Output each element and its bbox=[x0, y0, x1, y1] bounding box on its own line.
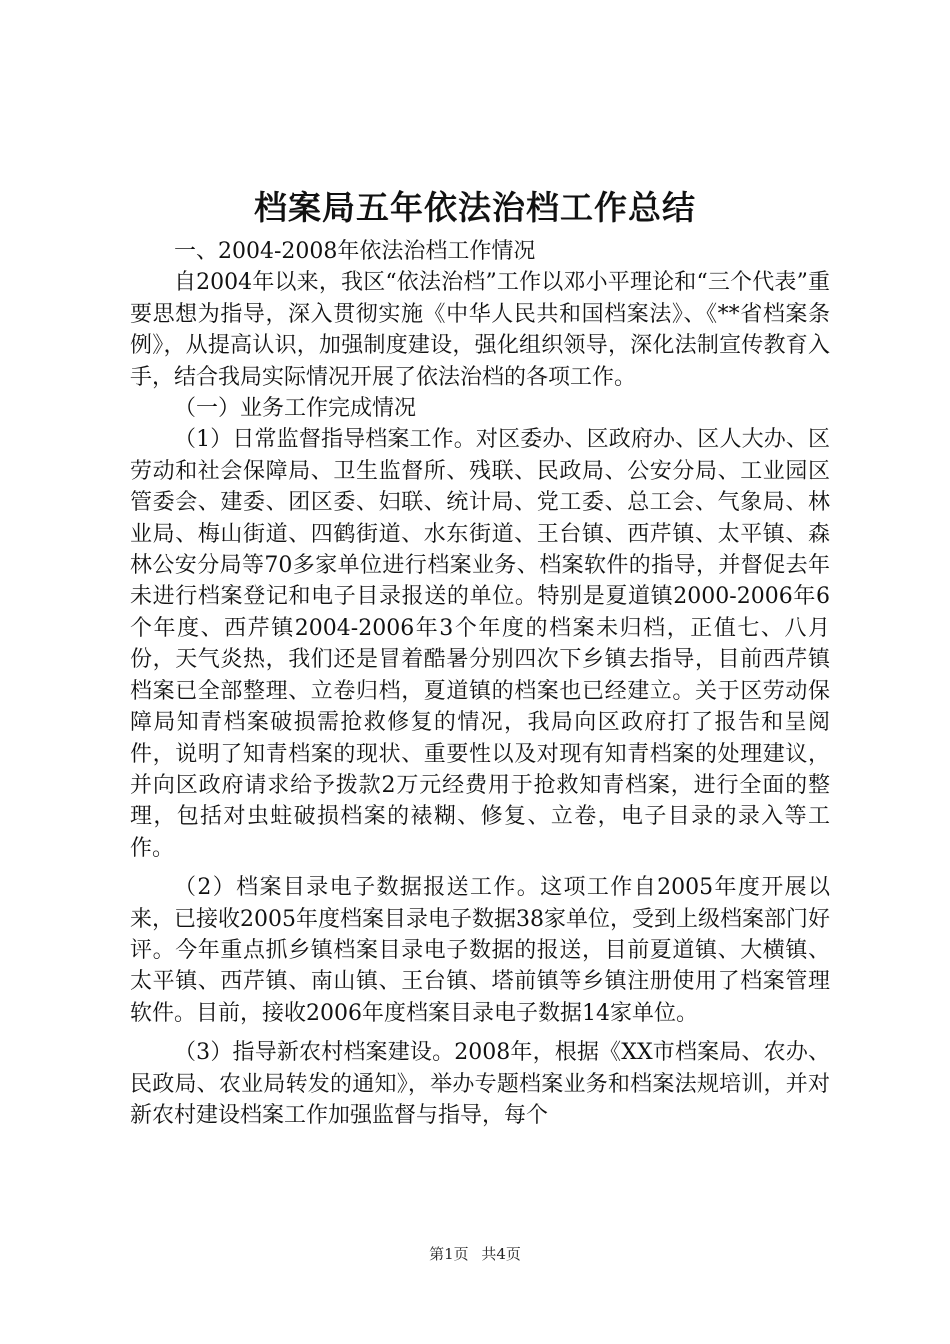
paragraph-item-3: （3）指导新农村档案建设。2008年，根据《XX市档案局、农办、民政局、农业局转发的通知》，举办专题档案业务和档案法规培训，并对新农村建设档案工作加强监督与指导，每个 bbox=[130, 1040, 830, 1128]
page-footer bbox=[0, 1244, 950, 1264]
section-heading: 一、2004-2008年依法治档工作情况 bbox=[174, 239, 536, 264]
document-title: 档案局五年依法治档工作总结 bbox=[254, 188, 696, 227]
page-total: 共4页 bbox=[481, 1245, 521, 1263]
paragraph-item-2: （2）档案目录电子数据报送工作。这项工作自2005年度开展以来，已接收2005年度档案目录电子数据38家单位，受到上级档案部门好评。今年重点抓乡镇档案目录电子数据的报送，目前夏道镇、大横镇、太平镇、西芹镇、南山镇、王台镇、塔前镇等乡镇注册使用了档案管理软件。目前，接收2006年度档案目录电子数据14家单位。 bbox=[130, 875, 830, 1026]
page-number: 第1页 bbox=[429, 1245, 469, 1263]
subsection-heading: （一）业务工作完成情况 bbox=[174, 396, 417, 422]
paragraph-item-1: （1）日常监督指导档案工作。对区委办、区政府办、区人大办、区劳动和社会保障局、卫生监督所、残联、民政局、公安分局、工业园区管委会、建委、团区委、妇联、统计局、党工委、总工会、气象局、林业局、梅山街道、四鹤街道、水东街道、王台镇、西芹镇、太平镇、森林公安分局等70多家单位进行档案业务、档案软件的指导，并督促去年未进行档案登记和电子目录报送的单位。特别是夏道镇2000-2006年6个年度、西芹镇2004-2006年3个年度的档案未归档，正值七、八月份，天气炎热，我们还是冒着酷暑分别四次下乡镇去指导，目前西芹镇档案已全部整理、立卷归档，夏道镇的档案也已经建立。关于区劳动保障局知青档案破损需抢救修复的情况，我局向区政府打了报告和呈阅件，说明了知青档案的现状、重要性以及对现有知青档案的处理建议，并向区政府请求给予拨款2万元经费用于抢救知青档案，进行全面的整理，包括对虫蛀破损档案的裱糊、修复、立卷，电子目录的录入等工作。 bbox=[130, 427, 830, 861]
paragraph-intro: 自2004年以来，我区“依法治档”工作以邓小平理论和“三个代表”重要思想为指导，深入贯彻实施《中华人民共和国档案法》、《**省档案条例》，从提高认识，加强制度建设，强化组织领导，深化法制宣传教育入手，结合我局实际情况开展了依法治档的各项工作。 bbox=[130, 270, 830, 390]
document-body bbox=[130, 236, 830, 1131]
